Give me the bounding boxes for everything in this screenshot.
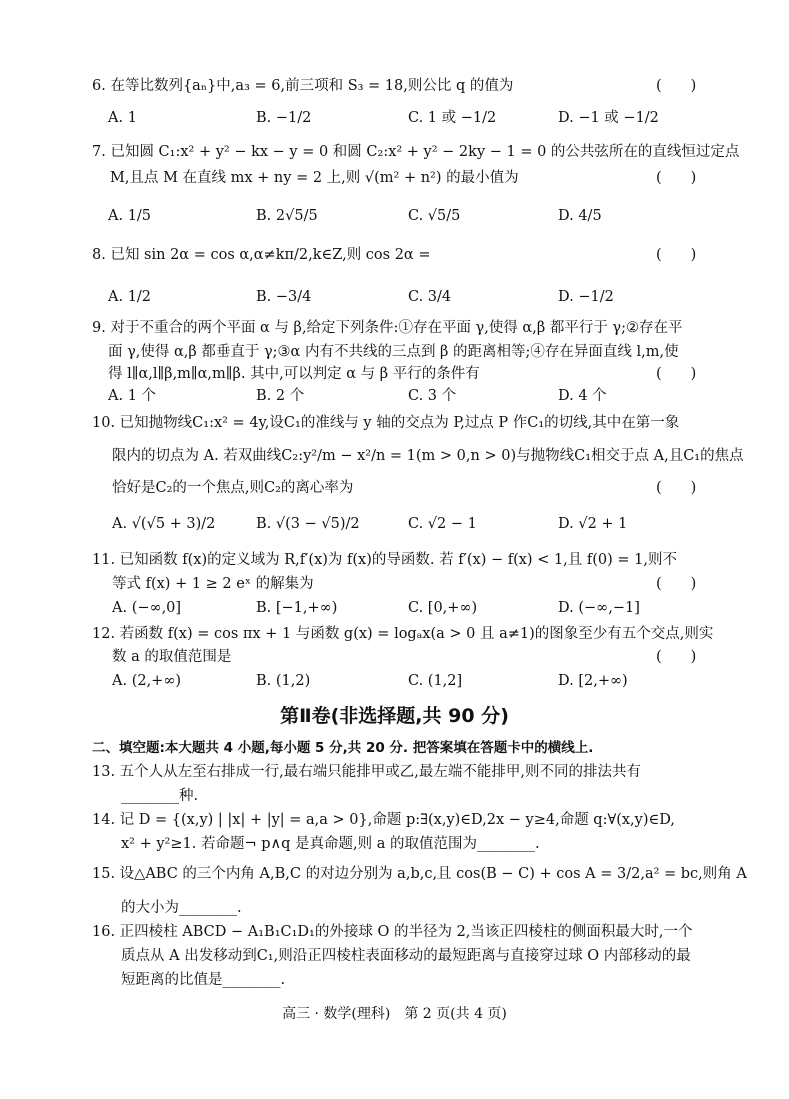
q10-option-b: B. √(3 − √5)/2: [256, 516, 360, 532]
q8-option-d: D. −1/2: [558, 289, 614, 305]
q16-stem-line-2: 质点从 A 出发移动到C₁,则沿正四棱柱表面移动的最短距离与直接穿过球 O 内部移动的最: [92, 948, 691, 964]
q9-option-b: B. 2 个: [256, 388, 305, 404]
q12-stem-line-2: 数 a 的取值范围是: [112, 649, 232, 665]
section-title: 第Ⅱ卷(非选择题,共 90 分): [280, 705, 509, 727]
q9-option-a: A. 1 个: [108, 388, 157, 404]
q10-stem-line-1: 10. 已知抛物线C₁:x² = 4y,设C₁的准线与 y 轴的交点为 P,过点 P 作C₁的切线,其中在第一象: [92, 415, 680, 431]
q7-option-a: A. 1/5: [108, 208, 152, 224]
q6-option-b: B. −1/2: [256, 110, 312, 126]
q7-stem-line-1: 7. 已知圆 C₁:x² + y² − kx − y = 0 和圆 C₂:x² + y² − 2ky − 1 = 0 的公共弦所在的直线恒过定点: [92, 144, 740, 160]
q12-option-b: B. (1,2): [256, 673, 311, 689]
q9-stem-line-2: 面 γ,使得 α,β 都垂直于 γ;③α 内有不共线的三点到 β 的距离相等;④存在异面直线 l,m,使: [108, 344, 679, 360]
q11-option-d: D. (−∞,−1]: [558, 600, 640, 616]
q10-option-c: C. √2 − 1: [408, 516, 477, 532]
q9-option-d: D. 4 个: [558, 388, 607, 404]
q6-stem-line-1: 6. 在等比数列{aₙ}中,a₃ = 6,前三项和 S₃ = 18,则公比 q 的值为: [92, 78, 514, 94]
q6-option-c: C. 1 或 −1/2: [408, 110, 497, 126]
q14-stem-line-1: 14. 记 D = {(x,y) | |x| + |y| = a,a > 0},命题 p:∃(x,y)∈D,2x − y≥4,命题 q:∀(x,y)∈D,: [92, 812, 675, 828]
q10-stem-line-3: 恰好是C₂的一个焦点,则C₂的离心率为: [112, 480, 354, 496]
q8-option-c: C. 3/4: [408, 289, 452, 305]
q9-answer-paren: ( ): [656, 366, 697, 382]
q9-option-c: C. 3 个: [408, 388, 457, 404]
q7-option-b: B. 2√5/5: [256, 208, 318, 224]
section-intro: 二、填空题:本大题共 4 小题,每小题 5 分,共 20 分. 把答案填在答题卡中的横线上.: [92, 740, 594, 756]
q15-stem-line-1: 15. 设△ABC 的三个内角 A,B,C 的对边分别为 a,b,c,且 cos(B − C) + cos A = 3/2,a² = bc,则角 A: [92, 866, 747, 882]
q11-stem-line-1: 11. 已知函数 f(x)的定义域为 R,f′(x)为 f(x)的导函数. 若 f′(x) − f(x) < 1,且 f(0) = 1,则不: [92, 552, 678, 568]
q6-option-d: D. −1 或 −1/2: [558, 110, 659, 126]
q8-option-b: B. −3/4: [256, 289, 312, 305]
q7-answer-paren: ( ): [656, 170, 697, 186]
q11-answer-paren: ( ): [656, 576, 697, 592]
q9-stem-line-3: 得 l∥α,l∥β,m∥α,m∥β. 其中,可以判定 α 与 β 平行的条件有: [108, 366, 480, 382]
q11-option-c: C. [0,+∞): [408, 600, 478, 616]
q13-stem-line-1: 13. 五个人从左至右排成一行,最右端只能排甲或乙,最左端不能排甲,则不同的排法共有: [92, 764, 641, 780]
q12-option-a: A. (2,+∞): [112, 673, 182, 689]
q15-stem-line-2: 的大小为________.: [92, 900, 242, 916]
q11-stem-line-2: 等式 f(x) + 1 ≥ 2 eˣ 的解集为: [112, 576, 314, 592]
q10-option-d: D. √2 + 1: [558, 516, 628, 532]
q11-option-b: B. [−1,+∞): [256, 600, 338, 616]
q16-stem-line-1: 16. 正四棱柱 ABCD − A₁B₁C₁D₁的外接球 O 的半径为 2,当该正四棱柱的侧面积最大时,一个: [92, 924, 693, 940]
q12-stem-line-1: 12. 若函数 f(x) = cos πx + 1 与函数 g(x) = logₐx(a > 0 且 a≠1)的图象至少有五个交点,则实: [92, 626, 714, 642]
q13-stem-line-2: ________种.: [92, 788, 199, 804]
q14-stem-line-2: x² + y²≥1. 若命题¬ p∧q 是真命题,则 a 的取值范围为________.: [92, 836, 540, 852]
page-footer: 高三 · 数学(理科) 第 2 页(共 4 页): [282, 1006, 507, 1022]
q12-option-c: C. (1,2]: [408, 673, 463, 689]
q9-stem-line-1: 9. 对于不重合的两个平面 α 与 β,给定下列条件:①存在平面 γ,使得 α,β 都平行于 γ;②存在平: [92, 320, 683, 336]
q6-option-a: A. 1: [108, 110, 137, 126]
q7-stem-line-2: M,且点 M 在直线 mx + ny = 2 上,则 √(m² + n²) 的最小值为: [110, 170, 519, 186]
q8-stem-line-1: 8. 已知 sin 2α = cos α,α≠kπ/2,k∈Z,则 cos 2α =: [92, 247, 431, 263]
q12-answer-paren: ( ): [656, 649, 697, 665]
q10-option-a: A. √(√5 + 3)/2: [112, 516, 216, 532]
q7-option-c: C. √5/5: [408, 208, 461, 224]
q16-stem-line-3: 短距离的比值是________.: [92, 972, 286, 988]
q11-option-a: A. (−∞,0]: [112, 600, 182, 616]
q10-answer-paren: ( ): [656, 480, 697, 496]
q8-option-a: A. 1/2: [108, 289, 152, 305]
q10-stem-line-2: 限内的切点为 A. 若双曲线C₂:y²/m − x²/n = 1(m > 0,n > 0)与抛物线C₁相交于点 A,且C₁的焦点: [112, 448, 744, 464]
q6-answer-paren: ( ): [656, 78, 697, 94]
q12-option-d: D. [2,+∞): [558, 673, 628, 689]
q8-answer-paren: ( ): [656, 247, 697, 263]
q7-option-d: D. 4/5: [558, 208, 602, 224]
